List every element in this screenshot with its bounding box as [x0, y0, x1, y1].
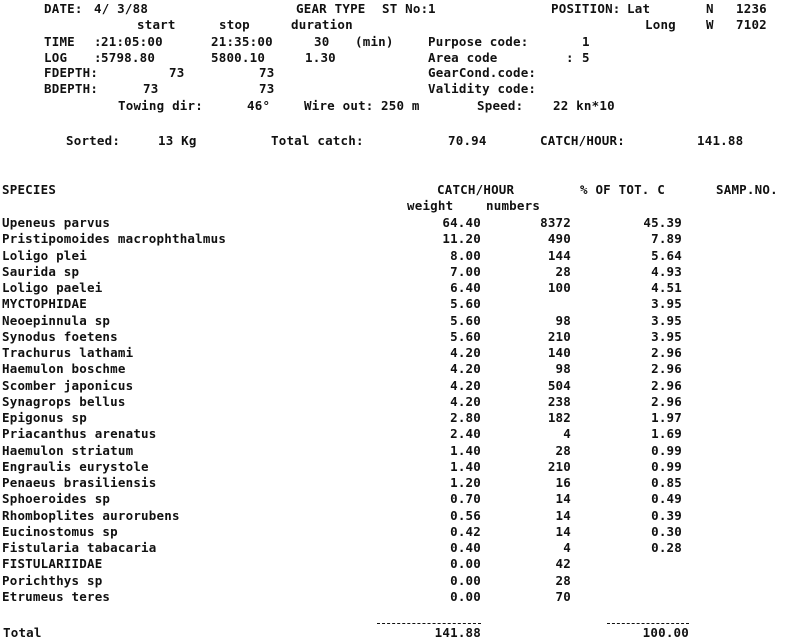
- species-name: Saurida sp: [2, 264, 80, 279]
- weight-value: 0.40: [450, 540, 481, 555]
- catch-per-hour-column-header: CATCH/HOUR: [437, 182, 515, 197]
- numbers-value: 238: [547, 394, 571, 409]
- species-name: Priacanthus arenatus: [2, 426, 157, 441]
- percent-value: 7.89: [651, 231, 682, 246]
- species-column-header: SPECIES: [2, 182, 57, 197]
- numbers-value: 140: [547, 345, 571, 360]
- numbers-value: 42: [555, 556, 571, 571]
- percent-value: 45.39: [643, 215, 682, 230]
- species-name: Etrumeus teres: [2, 589, 111, 604]
- log-stop: 5800.10: [211, 50, 266, 65]
- percent-value: 1.69: [651, 426, 682, 441]
- species-name: FISTULARIIDAE: [2, 556, 103, 571]
- percent-value: 0.99: [651, 459, 682, 474]
- weight-value: 0.70: [450, 491, 481, 506]
- species-name: Trachurus lathami: [2, 345, 134, 360]
- weight-value: 2.80: [450, 410, 481, 425]
- numbers-value: 28: [555, 573, 571, 588]
- percent-value: 4.51: [651, 280, 682, 295]
- wire-out-label: Wire out:: [304, 98, 374, 113]
- latitude-label: Lat: [627, 1, 651, 16]
- log-start: 5798.80: [101, 50, 156, 65]
- bdepth-stop: 73: [259, 81, 275, 96]
- weight-value: 1.20: [450, 475, 481, 490]
- weight-value: 8.00: [450, 248, 481, 263]
- weight-value: 0.00: [450, 573, 481, 588]
- species-name: Upeneus parvus: [2, 215, 111, 230]
- sample-number-column-header: SAMP.NO.: [716, 182, 778, 197]
- species-name: MYCTOPHIDAE: [2, 296, 87, 311]
- purpose-code-value: 1: [582, 34, 590, 49]
- total-percent-value: 100.00: [642, 625, 689, 640]
- percent-value: 2.96: [651, 378, 682, 393]
- numbers-value: 504: [547, 378, 571, 393]
- towing-direction-label: Towing dir:: [118, 98, 203, 113]
- species-name: Synodus foetens: [2, 329, 118, 344]
- weight-value: 6.40: [450, 280, 481, 295]
- bdepth-label: BDEPTH:: [44, 81, 99, 96]
- validity-code-label: Validity code:: [428, 81, 537, 96]
- numbers-value: 16: [555, 475, 571, 490]
- percent-value: 2.96: [651, 345, 682, 360]
- species-name: Haemulon boschme: [2, 361, 126, 376]
- numbers-value: 70: [555, 589, 571, 604]
- weight-value: 0.56: [450, 508, 481, 523]
- percent-value: 2.96: [651, 361, 682, 376]
- longitude-value: 7102: [736, 17, 767, 32]
- total-catch-value: 70.94: [448, 133, 487, 148]
- species-name: Scomber japonicus: [2, 378, 134, 393]
- weight-column-header: weight: [407, 198, 454, 213]
- species-name: Engraulis eurystole: [2, 459, 149, 474]
- species-name: Sphoeroides sp: [2, 491, 111, 506]
- percent-value: 0.39: [651, 508, 682, 523]
- station-number-value: 1: [428, 1, 436, 16]
- weight-value: 1.40: [450, 443, 481, 458]
- fdepth-label: FDEPTH:: [44, 65, 99, 80]
- weight-value: 5.60: [450, 296, 481, 311]
- time-duration: 30: [314, 34, 330, 49]
- weight-value: 4.20: [450, 345, 481, 360]
- column-duration-header: duration: [291, 17, 353, 32]
- percent-value: 0.28: [651, 540, 682, 555]
- weight-value: 5.60: [450, 313, 481, 328]
- time-label: TIME: [44, 34, 75, 49]
- percent-value: 3.95: [651, 296, 682, 311]
- numbers-value: 14: [555, 524, 571, 539]
- duration-unit: (min): [355, 34, 394, 49]
- numbers-value: 98: [555, 361, 571, 376]
- numbers-value: 14: [555, 508, 571, 523]
- percent-value: 0.99: [651, 443, 682, 458]
- percent-value: 3.95: [651, 313, 682, 328]
- percent-total-column-header: % OF TOT. C: [580, 182, 665, 197]
- numbers-value: 144: [547, 248, 571, 263]
- weight-value: 4.20: [450, 361, 481, 376]
- catch-per-hour-label: CATCH/HOUR:: [540, 133, 625, 148]
- sorted-value: 13 Kg: [158, 133, 197, 148]
- total-catch-label: Total catch:: [271, 133, 364, 148]
- sorted-label: Sorted:: [66, 133, 121, 148]
- area-code-value: 5: [582, 50, 590, 65]
- weight-value: 7.00: [450, 264, 481, 279]
- gear-type-label: GEAR TYPE: [296, 1, 366, 16]
- numbers-value: 98: [555, 313, 571, 328]
- numbers-value: 100: [547, 280, 571, 295]
- numbers-column-header: numbers: [486, 198, 541, 213]
- numbers-value: 182: [547, 410, 571, 425]
- weight-value: 5.60: [450, 329, 481, 344]
- speed-value: 22 kn*10: [553, 98, 615, 113]
- species-name: Epigonus sp: [2, 410, 87, 425]
- numbers-value: 14: [555, 491, 571, 506]
- percent-value: 0.49: [651, 491, 682, 506]
- species-name: Haemulon striatum: [2, 443, 134, 458]
- percent-value: 4.93: [651, 264, 682, 279]
- log-label: LOG: [44, 50, 68, 65]
- time-start: 21:05:00: [101, 34, 163, 49]
- towing-direction-value: 46°: [247, 98, 271, 113]
- bdepth-start: 73: [143, 81, 159, 96]
- species-name: Loligo plei: [2, 248, 87, 263]
- latitude-value: 1236: [736, 1, 767, 16]
- weight-total-rule: [377, 623, 481, 624]
- log-distance: 1.30: [305, 50, 336, 65]
- percent-value: 1.97: [651, 410, 682, 425]
- weight-value: 11.20: [442, 231, 481, 246]
- station-number-label: ST No:: [382, 1, 429, 16]
- numbers-value: 210: [547, 329, 571, 344]
- weight-value: 2.40: [450, 426, 481, 441]
- numbers-value: 490: [547, 231, 571, 246]
- fdepth-start: 73: [169, 65, 185, 80]
- date-value: 4/ 3/88: [94, 1, 149, 16]
- purpose-code-label: Purpose code:: [428, 34, 529, 49]
- numbers-value: 8372: [540, 215, 571, 230]
- weight-value: 4.20: [450, 394, 481, 409]
- numbers-value: 4: [563, 426, 571, 441]
- percent-total-rule: [607, 623, 689, 624]
- numbers-value: 28: [555, 443, 571, 458]
- fdepth-stop: 73: [259, 65, 275, 80]
- weight-value: 0.42: [450, 524, 481, 539]
- total-label: Total: [3, 625, 42, 640]
- species-name: Fistularia tabacaria: [2, 540, 157, 555]
- numbers-value: 28: [555, 264, 571, 279]
- area-code-label: Area code: [428, 50, 498, 65]
- gear-condition-label: GearCond.code:: [428, 65, 537, 80]
- species-name: Loligo paelei: [2, 280, 103, 295]
- species-name: Penaeus brasiliensis: [2, 475, 157, 490]
- species-name: Porichthys sp: [2, 573, 103, 588]
- speed-label: Speed:: [477, 98, 524, 113]
- species-name: Rhomboplites aurorubens: [2, 508, 180, 523]
- percent-value: 5.64: [651, 248, 682, 263]
- percent-value: 0.30: [651, 524, 682, 539]
- wire-out-value: 250 m: [381, 98, 420, 113]
- species-name: Pristipomoides macrophthalmus: [2, 231, 227, 246]
- numbers-value: 4: [563, 540, 571, 555]
- weight-value: 0.00: [450, 589, 481, 604]
- longitude-hemisphere: W: [706, 17, 714, 32]
- time-stop: 21:35:00: [211, 34, 273, 49]
- position-label: POSITION:: [551, 1, 621, 16]
- date-label: DATE:: [44, 1, 83, 16]
- percent-value: 0.85: [651, 475, 682, 490]
- species-name: Eucinostomus sp: [2, 524, 118, 539]
- total-weight-value: 141.88: [434, 625, 481, 640]
- longitude-label: Long: [645, 17, 676, 32]
- weight-value: 64.40: [442, 215, 481, 230]
- weight-value: 1.40: [450, 459, 481, 474]
- latitude-hemisphere: N: [706, 1, 714, 16]
- numbers-value: 210: [547, 459, 571, 474]
- weight-value: 0.00: [450, 556, 481, 571]
- column-start-header: start: [137, 17, 176, 32]
- weight-value: 4.20: [450, 378, 481, 393]
- catch-per-hour-value: 141.88: [697, 133, 744, 148]
- species-name: Neoepinnula sp: [2, 313, 111, 328]
- species-name: Synagrops bellus: [2, 394, 126, 409]
- column-stop-header: stop: [219, 17, 250, 32]
- percent-value: 2.96: [651, 394, 682, 409]
- percent-value: 3.95: [651, 329, 682, 344]
